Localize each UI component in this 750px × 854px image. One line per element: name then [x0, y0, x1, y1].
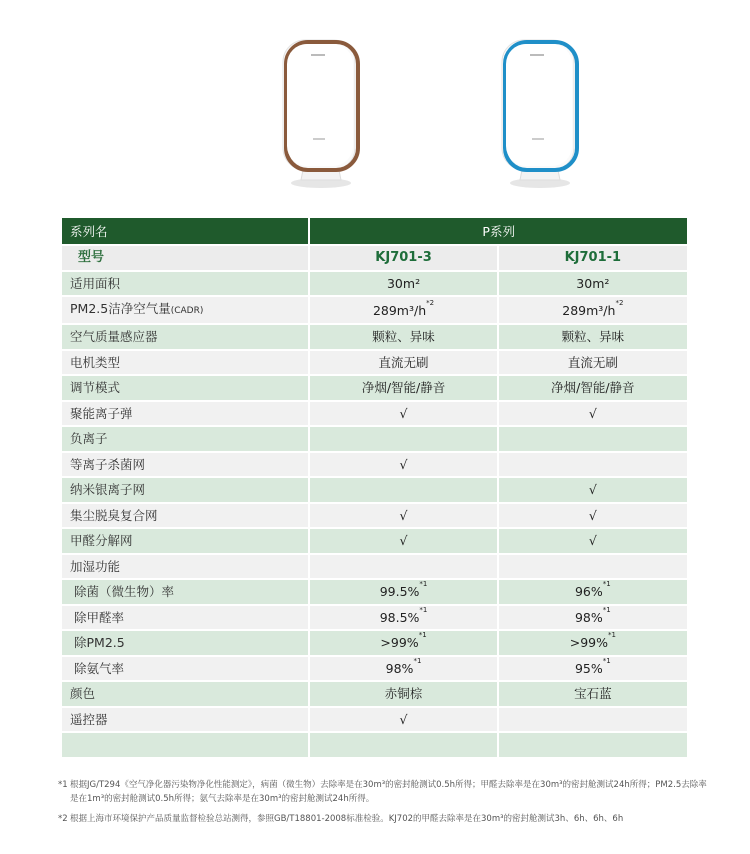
table-row — [62, 657, 687, 683]
table-row — [62, 555, 687, 581]
table-row — [62, 682, 687, 708]
table-row — [62, 376, 687, 402]
row-label — [62, 657, 310, 683]
row-value-b — [499, 272, 687, 298]
footnote-ref: *1 — [418, 631, 427, 640]
row-value-b — [499, 478, 687, 504]
value-text: 直流无刷 — [567, 354, 618, 370]
row-label-text: 遥控器 — [70, 711, 108, 727]
row-label-text: 电机类型 — [70, 354, 121, 370]
value-text: √ — [588, 507, 597, 523]
table-header-row — [62, 218, 687, 246]
row-label — [62, 427, 310, 453]
table-row — [62, 504, 687, 530]
table-row — [62, 478, 687, 504]
row-label-text: 聚能离子弹 — [70, 405, 133, 421]
footnote-ref: *1 — [602, 656, 611, 665]
row-label — [62, 376, 310, 402]
value-text: 30m² — [576, 275, 610, 291]
row-label-text: 加湿功能 — [70, 558, 121, 574]
row-label-text: 纳米银离子网 — [70, 482, 146, 498]
footnote-ref: *1 — [602, 580, 611, 589]
footnote-text: 根据JG/T294《空气净化器污染物净化性能测定》，病菌（微生物）去除率是在30m³的密封舱测试0.5h所得；甲醛去除率是在30m³的密封舱测试24h所得；PM2.5去除率是在1m³的密封舱测试0.5h所得；氨气去除率是在30m³的密封舱测试24h所得。 — [70, 780, 707, 804]
row-value-b — [499, 657, 687, 683]
row-value-b — [499, 297, 687, 325]
row-value-b — [499, 529, 687, 555]
value-text: √ — [588, 405, 597, 421]
row-value-a — [310, 580, 498, 606]
row-value-b — [499, 606, 687, 632]
value-text: √ — [399, 456, 408, 472]
row-value-b — [499, 376, 687, 402]
row-label — [62, 453, 310, 479]
table-row — [62, 529, 687, 555]
row-label-text: 等离子杀菌网 — [70, 456, 146, 472]
row-value-a — [310, 351, 498, 377]
value-text: 98.5% — [379, 609, 420, 625]
footnote-ref: *2 — [426, 298, 435, 307]
row-label — [62, 733, 310, 759]
value-text: 净烟/智能/静音 — [361, 380, 446, 396]
footnote-mark: *1 — [58, 780, 68, 790]
row-value-b — [499, 351, 687, 377]
table-row — [62, 631, 687, 657]
row-label — [62, 402, 310, 428]
row-value-a — [310, 733, 498, 759]
footnote-mark: *2 — [58, 814, 68, 824]
spec-rows — [62, 272, 687, 759]
table-row — [62, 580, 687, 606]
row-label — [62, 478, 310, 504]
value-text: √ — [588, 533, 597, 549]
row-label-text: 调节模式 — [70, 380, 121, 396]
row-label — [62, 325, 310, 351]
table-row — [62, 708, 687, 734]
row-label-small: (CADR) — [170, 306, 204, 316]
row-value-a — [310, 657, 498, 683]
row-label — [62, 631, 310, 657]
value-text: 颗粒、异味 — [561, 329, 625, 345]
value-text: 99.5% — [379, 584, 420, 600]
row-label — [62, 272, 310, 298]
row-value-a — [310, 272, 498, 298]
model-value-b: KJ701-1 — [499, 246, 687, 272]
row-value-a — [310, 297, 498, 325]
row-value-a — [310, 682, 498, 708]
row-label — [62, 580, 310, 606]
row-value-a — [310, 402, 498, 428]
table-row — [62, 427, 687, 453]
footnote-ref: *1 — [602, 605, 611, 614]
footnote-ref: *2 — [615, 298, 624, 307]
table-row — [62, 297, 687, 325]
product-hero — [0, 0, 750, 218]
row-label-text: 除PM2.5 — [74, 635, 125, 651]
row-label-text: 颜色 — [70, 686, 96, 702]
series-name-header: 系列名 — [62, 218, 310, 246]
row-value-a — [310, 555, 498, 581]
footnote-1 — [58, 778, 708, 806]
value-text: √ — [399, 405, 408, 421]
model-value-a: KJ701-3 — [310, 246, 498, 272]
spec-comparison-table — [62, 218, 687, 759]
row-label — [62, 555, 310, 581]
row-value-b — [499, 453, 687, 479]
row-value-b — [499, 504, 687, 530]
value-text: 颗粒、异味 — [372, 329, 435, 345]
row-label-text: PM2.5洁净空气量 — [70, 301, 171, 316]
value-text: 30m² — [386, 275, 421, 291]
row-label — [62, 606, 310, 632]
row-label — [62, 682, 310, 708]
row-value-b — [499, 402, 687, 428]
table-row — [62, 272, 687, 298]
row-label-text: 集尘脱臭复合网 — [70, 507, 158, 523]
row-value-a — [310, 427, 498, 453]
model-label: 型号 — [62, 246, 310, 272]
footnote-ref: *1 — [419, 580, 428, 589]
row-label — [62, 529, 310, 555]
table-row — [62, 733, 687, 759]
row-value-a — [310, 325, 498, 351]
row-label-text: 适用面积 — [70, 275, 121, 291]
row-label-text: 除甲醛率 — [74, 609, 125, 625]
footnote-ref: *1 — [413, 656, 422, 665]
row-label-text: 除氨气率 — [74, 660, 125, 676]
row-label-text: 空气质量感应器 — [70, 329, 158, 345]
footnote-ref: *1 — [607, 631, 616, 640]
row-value-b — [499, 555, 687, 581]
row-value-a — [310, 708, 498, 734]
row-value-b — [499, 682, 687, 708]
row-value-b — [499, 427, 687, 453]
row-label — [62, 351, 310, 377]
value-text: 净烟/智能/静音 — [551, 380, 635, 396]
row-value-a — [310, 529, 498, 555]
value-text: 宝石蓝 — [574, 686, 612, 702]
row-label — [62, 297, 310, 325]
row-label-text: 甲醛分解网 — [70, 533, 133, 549]
value-text: 289m³/h — [372, 302, 427, 318]
value-text: >99% — [380, 635, 419, 651]
row-value-b — [499, 325, 687, 351]
row-value-a — [310, 478, 498, 504]
row-value-b — [499, 631, 687, 657]
series-value-header: P系列 — [310, 218, 687, 246]
air-purifier-image-bronze — [281, 38, 361, 188]
value-text: 直流无刷 — [378, 354, 429, 370]
value-text: 98% — [574, 609, 603, 625]
model-row — [62, 246, 687, 272]
value-text: √ — [399, 507, 408, 523]
table-row — [62, 606, 687, 632]
row-value-b — [499, 580, 687, 606]
value-text: 96% — [574, 584, 603, 600]
value-text: 98% — [385, 660, 414, 676]
air-purifier-image-blue — [500, 38, 580, 188]
value-text: 赤铜棕 — [384, 686, 423, 702]
row-label-text: 除菌（微生物）率 — [74, 584, 175, 600]
row-label-text: 负离子 — [70, 431, 108, 447]
row-value-a — [310, 606, 498, 632]
footnote-2 — [58, 812, 708, 826]
value-text: 95% — [574, 660, 603, 676]
footnote-ref: *1 — [419, 605, 428, 614]
table-row — [62, 402, 687, 428]
table-row — [62, 453, 687, 479]
footnotes — [58, 778, 708, 832]
row-value-a — [310, 453, 498, 479]
value-text: √ — [399, 711, 408, 727]
footnote-text: 根据上海市环境保护产品质量监督检验总站测得，参照GB/T18801-2008标准检验。KJ702的甲醛去除率是在30m³的密封舱测试3h、6h、6h、6h — [70, 814, 624, 824]
row-value-a — [310, 504, 498, 530]
table-row — [62, 325, 687, 351]
value-text: 289m³/h — [562, 302, 616, 318]
value-text: √ — [399, 533, 408, 549]
value-text: >99% — [569, 635, 608, 651]
table-row — [62, 351, 687, 377]
row-label — [62, 504, 310, 530]
row-label — [62, 708, 310, 734]
row-value-b — [499, 733, 687, 759]
row-value-b — [499, 708, 687, 734]
row-value-a — [310, 631, 498, 657]
row-value-a — [310, 376, 498, 402]
value-text: √ — [588, 482, 597, 498]
